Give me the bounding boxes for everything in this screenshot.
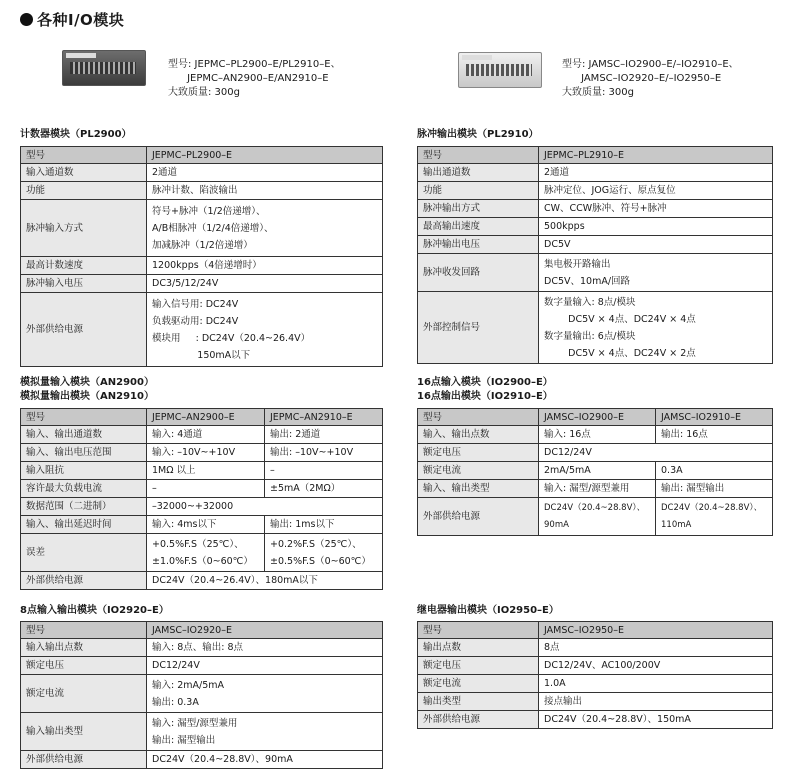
row-value: 输入: 漏型/源型兼用 — [539, 480, 656, 498]
value-line: 集电极开路输出 — [544, 258, 611, 270]
section-title-pl2910: 脉冲输出模块（PL2910） — [417, 129, 539, 140]
row-value: CW、CCW脉冲、符号+脉冲 — [539, 200, 773, 218]
row-value — [265, 534, 383, 572]
row-value: 输入: 4ms以下 — [147, 516, 265, 534]
row-label: 额定电流 — [21, 675, 147, 713]
table-row — [21, 516, 383, 534]
row-label: 输入、输出类型 — [418, 480, 539, 498]
bullet-icon — [20, 13, 33, 26]
row-label: 额定电流 — [418, 462, 539, 480]
table-row — [21, 200, 383, 257]
row-label: 输出通道数 — [418, 164, 539, 182]
table-header-row — [418, 409, 773, 426]
row-label: 输入输出类型 — [21, 713, 147, 751]
row-label: 最高输出速度 — [418, 218, 539, 236]
value-line: 符号+脉冲（1/2倍递增）、 — [152, 205, 266, 217]
row-value: 2mA/5mA — [539, 462, 656, 480]
row-label: 脉冲收发回路 — [418, 254, 539, 292]
row-value: 脉冲计数、陷波输出 — [147, 182, 383, 200]
value-line: 输入信号用: DC24V — [152, 298, 239, 310]
row-value: DC24V（20.4~28.8V）、150mA — [539, 711, 773, 729]
row-value: 输出: –10V~+10V — [265, 444, 383, 462]
row-value — [539, 292, 773, 364]
value-line: DC24V（20.4~28.8V）、 — [544, 502, 646, 513]
row-label: 输入阻抗 — [21, 462, 147, 480]
row-label: 输入通道数 — [21, 164, 147, 182]
row-value: DC24V（20.4~28.8V）、90mA — [147, 751, 383, 769]
info-line: 大致质量: 300g — [168, 87, 240, 98]
info-line: JEPMC–AN2900–E/AN2910–E — [168, 73, 329, 84]
table-row — [418, 657, 773, 675]
row-value: 0.3A — [656, 462, 773, 480]
table-row — [418, 711, 773, 729]
table-row — [21, 498, 383, 516]
info-line: 大致质量: 300g — [562, 87, 634, 98]
row-label: 额定电压 — [418, 657, 539, 675]
header-cell: JAMSC–IO2920–E — [147, 622, 383, 639]
row-label: 外部供给电源 — [21, 751, 147, 769]
row-value: 输出: 漏型输出 — [656, 480, 773, 498]
header-cell: 型号 — [418, 622, 539, 639]
value-line: 模块用 : DC24V（20.4~26.4V） — [152, 332, 311, 344]
row-value: 输出: 2通道 — [265, 426, 383, 444]
row-value: 1MΩ 以上 — [147, 462, 265, 480]
value-line: +0.2%F.S（25℃）、 — [270, 538, 362, 550]
value-line: A/B相脉冲（1/2/4倍递增）、 — [152, 222, 274, 234]
header-cell: 型号 — [21, 409, 147, 426]
row-value: 输入: 8点、输出: 8点 — [147, 639, 383, 657]
row-label: 脉冲输入方式 — [21, 200, 147, 257]
section-title-an2900: 模拟量输入模块（AN2900） — [20, 377, 154, 388]
row-label: 脉冲输出方式 — [418, 200, 539, 218]
table-row — [418, 639, 773, 657]
header-cell: 型号 — [21, 147, 147, 164]
table-row — [21, 480, 383, 498]
row-label: 外部供给电源 — [418, 498, 539, 536]
table-row — [21, 751, 383, 769]
spec-table-pl2900 — [20, 146, 383, 367]
row-value: DC12/24V — [147, 657, 383, 675]
row-label: 输入、输出电压范围 — [21, 444, 147, 462]
table-row — [21, 293, 383, 367]
row-label: 输入、输出通道数 — [21, 426, 147, 444]
table-row — [21, 713, 383, 751]
row-value — [147, 534, 265, 572]
row-label: 数据范围（二进制） — [21, 498, 147, 516]
row-label: 外部供给电源 — [21, 293, 147, 367]
table-row — [21, 657, 383, 675]
table-row — [418, 292, 773, 364]
value-line: +0.5%F.S（25℃）、 — [152, 538, 244, 550]
header-cell: JEPMC–AN2900–E — [147, 409, 265, 426]
row-value — [147, 713, 383, 751]
table-row — [21, 164, 383, 182]
row-value: 1200kpps（4倍递增时） — [147, 257, 383, 275]
value-line: 110mA — [661, 519, 692, 530]
table-row — [21, 462, 383, 480]
table-row — [418, 498, 773, 536]
header-cell: JAMSC–IO2950–E — [539, 622, 773, 639]
row-value: – — [265, 462, 383, 480]
row-value: 输入: –10V~+10V — [147, 444, 265, 462]
row-label: 额定电流 — [418, 675, 539, 693]
row-label: 外部控制信号 — [418, 292, 539, 364]
section-title-io2950: 继电器输出模块（IO2950–E） — [417, 605, 559, 616]
row-value: 输入: 16点 — [539, 426, 656, 444]
section-title-io2920: 8点输入输出模块（IO2920–E） — [20, 605, 169, 616]
row-value: 脉冲定位、JOG运行、原点复位 — [539, 182, 773, 200]
page-heading — [20, 9, 124, 30]
value-line: 输入: 2mA/5mA — [152, 679, 225, 691]
value-line: 数字量输出: 6点/模块 — [544, 330, 636, 342]
spec-table-io — [417, 408, 773, 536]
spec-table-io2920 — [20, 621, 383, 769]
row-value: 1.0A — [539, 675, 773, 693]
table-row — [21, 257, 383, 275]
table-row — [418, 675, 773, 693]
value-line: 输入: 漏型/源型兼用 — [152, 717, 238, 729]
section-title-io2910: 16点输出模块（IO2910–E） — [417, 391, 553, 402]
value-line: ±1.0%F.S（0~60℃） — [152, 555, 253, 567]
table-header-row — [418, 622, 773, 639]
row-label: 最高计数速度 — [21, 257, 147, 275]
row-value — [147, 293, 383, 367]
header-cell: JEPMC–PL2900–E — [147, 147, 383, 164]
table-row — [418, 182, 773, 200]
row-value: 接点输出 — [539, 693, 773, 711]
row-value: – — [147, 480, 265, 498]
row-label: 输入输出点数 — [21, 639, 147, 657]
table-row — [21, 675, 383, 713]
row-value: 500kpps — [539, 218, 773, 236]
row-value: DC24V（20.4~26.4V）、180mA以下 — [147, 572, 383, 590]
table-row — [418, 164, 773, 182]
table-header-row — [418, 147, 773, 164]
table-row — [418, 444, 773, 462]
section-title-an2910: 模拟量输出模块（AN2910） — [20, 391, 154, 402]
row-value: ±5mA（2MΩ） — [265, 480, 383, 498]
value-line: DC5V、10mA/回路 — [544, 275, 631, 287]
info-line: 型号: JAMSC–IO2900–E/–IO2910–E、 — [562, 59, 739, 70]
row-label: 误差 — [21, 534, 147, 572]
table-row — [21, 275, 383, 293]
table-header-row — [21, 147, 383, 164]
row-value — [147, 200, 383, 257]
table-row — [418, 462, 773, 480]
row-label: 脉冲输入电压 — [21, 275, 147, 293]
header-cell: JEPMC–PL2910–E — [539, 147, 773, 164]
row-value: DC12/24V — [539, 444, 773, 462]
row-value — [539, 498, 656, 536]
header-cell: JAMSC–IO2910–E — [656, 409, 773, 426]
table-row — [418, 480, 773, 498]
table-header-row — [21, 622, 383, 639]
table-row — [418, 426, 773, 444]
row-value — [147, 675, 383, 713]
table-row — [21, 534, 383, 572]
value-line: 输出: 漏型输出 — [152, 734, 216, 746]
table-row — [418, 200, 773, 218]
row-label: 功能 — [418, 182, 539, 200]
value-line: ±0.5%F.S（0~60℃） — [270, 555, 371, 567]
row-value: 输入: 4通道 — [147, 426, 265, 444]
value-line: 负载驱动用: DC24V — [152, 315, 239, 327]
value-line: 加减脉冲（1/2倍递增） — [152, 239, 253, 251]
table-row — [21, 572, 383, 590]
row-value: –32000~+32000 — [147, 498, 383, 516]
row-value: 2通道 — [147, 164, 383, 182]
row-value — [539, 254, 773, 292]
row-value: DC12/24V、AC100/200V — [539, 657, 773, 675]
table-row — [21, 444, 383, 462]
row-value: 输出: 1ms以下 — [265, 516, 383, 534]
row-value: 输出: 16点 — [656, 426, 773, 444]
table-row — [21, 182, 383, 200]
row-label: 输出类型 — [418, 693, 539, 711]
row-label: 输入、输出延迟时间 — [21, 516, 147, 534]
row-label: 功能 — [21, 182, 147, 200]
row-value: 8点 — [539, 639, 773, 657]
row-value: DC5V — [539, 236, 773, 254]
header-cell: JAMSC–IO2900–E — [539, 409, 656, 426]
header-cell: 型号 — [418, 147, 539, 164]
section-title-pl2900: 计数器模块（PL2900） — [20, 129, 132, 140]
table-row — [21, 639, 383, 657]
row-value: DC3/5/12/24V — [147, 275, 383, 293]
table-row — [418, 693, 773, 711]
row-label: 额定电压 — [21, 657, 147, 675]
row-label: 额定电压 — [418, 444, 539, 462]
section-title-io2900: 16点输入模块（IO2900–E） — [417, 377, 553, 388]
header-cell: 型号 — [21, 622, 147, 639]
info-line: 型号: JEPMC–PL2900–E/PL2910–E、 — [168, 59, 341, 70]
value-line: DC24V（20.4~28.8V）、 — [661, 502, 763, 513]
page-title: 各种I/O模块 — [37, 11, 125, 29]
row-value: 2通道 — [539, 164, 773, 182]
value-line: 输出: 0.3A — [152, 696, 199, 708]
spec-table-an — [20, 408, 383, 590]
module-info-jamsc — [562, 58, 739, 100]
module-image-jamsc — [448, 46, 548, 96]
value-line: DC5V × 4点、DC24V × 4点 — [544, 313, 696, 325]
table-row — [418, 236, 773, 254]
spec-table-pl2910 — [417, 146, 773, 364]
row-label: 容许最大负载电流 — [21, 480, 147, 498]
table-row — [21, 426, 383, 444]
table-header-row — [21, 409, 383, 426]
header-cell: JEPMC–AN2910–E — [265, 409, 383, 426]
value-line: DC5V × 4点、DC24V × 2点 — [544, 347, 696, 359]
row-label: 脉冲输出电压 — [418, 236, 539, 254]
module-info-jepmc — [168, 58, 341, 100]
module-image-jepmc — [52, 44, 152, 94]
value-line: 数字量输入: 8点/模块 — [544, 296, 636, 308]
value-line: 150mA以下 — [152, 349, 251, 361]
row-label: 外部供给电源 — [21, 572, 147, 590]
row-label: 外部供给电源 — [418, 711, 539, 729]
table-row — [418, 218, 773, 236]
header-cell: 型号 — [418, 409, 539, 426]
table-row — [418, 254, 773, 292]
spec-table-io2950 — [417, 621, 773, 729]
row-value — [656, 498, 773, 536]
value-line: 90mA — [544, 519, 569, 530]
row-label: 输出点数 — [418, 639, 539, 657]
info-line: JAMSC–IO2920–E/–IO2950–E — [562, 73, 722, 84]
row-label: 输入、输出点数 — [418, 426, 539, 444]
